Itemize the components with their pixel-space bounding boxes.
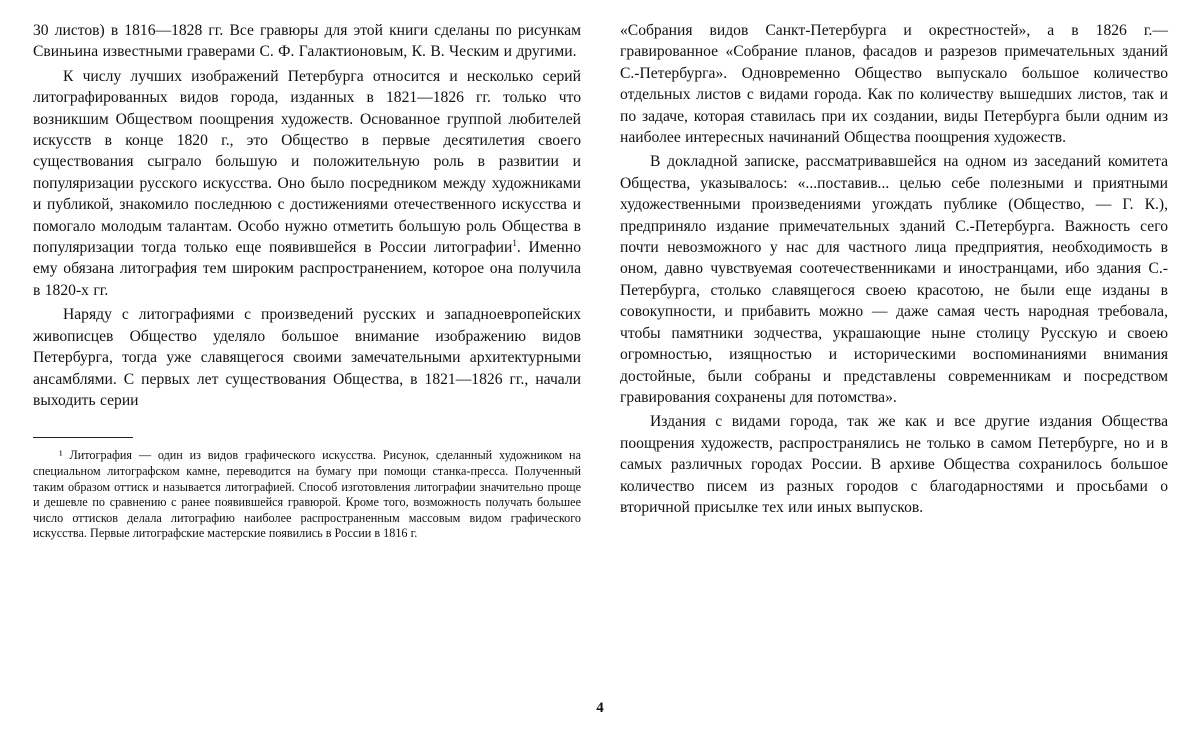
right-column [620, 20, 1168, 518]
paragraph: «Собрания видов Санкт-Петербурга и окрестностей», а в 1826 г.— гравированное «Собрание планов, фасадов и разрезов примечательных зданий С.-Петербурга». Одновременно Общество выпускало большое количество отдельных листов с видами города. Как по количеству вышедших листов, так и по задаче, которая ставилась при их создании, виды Петербурга были одним из наиболее интересных начинаний Общества поощрения художеств. [620, 22, 1168, 147]
paragraph: 30 листов) в 1816—1828 гг. Все гравюры для этой книги сделаны по рисункам Свиньина известными граверами С. Ф. Галактионовым, К. В. Ческим и другими. [33, 22, 581, 61]
paragraph: Наряду с литографиями с произведений русских и западноевропейских живописцев Общество уделяло большое внимание изображению видов Петербурга, тогда уже славящегося своими замечательными архитектурными ансамблями. С первых лет существования Общества, в 1821—1826 гг., начали выходить серии [33, 306, 581, 409]
left-column [33, 20, 581, 542]
paragraph-text: К числу лучших изображений Петербурга относится и несколько серий литографированных видов города, изданных в 1821—1826 гг. только что возникшим Обществом поощрения художеств. Основанное группой любителей искусств в конце 1820 г., это Общество в первые десятилетия своего существования сыграло большую и положительную роль в развитии и популяризации русского искусства. Оно было посредником между художниками и публикой, знакомило последнюю с достижениями отечественного искусства и помогало молодым талантам. Особо нужно отметить большую роль Общества в популяризации тогда только еще появившейся в России литографии [33, 67, 581, 257]
paragraph: Издания с видами города, так же как и все другие издания Общества поощрения художеств, распространялись не только в самом Петербурге, но и в самых различных городах России. В архиве Общества сохранилось большое количество писем из разных городов с благодарностями и просьбами о вторичной присылке тех или иных выпусков. [620, 413, 1168, 516]
footnote-divider [33, 437, 133, 438]
footnote: ¹ Литография — один из видов графического искусства. Рисунок, сделанный художником на специальном литографском камне, переводится на бумагу при помощи станка-пресса. Полученный таким образом оттиск и называется литографией. Способ изготовления литографии значительно проще и дешевле по сравнению с ранее появившейся гравюрой. Кроме того, возможность получать большее число оттисков делала литографию наиболее распространенным массовым видом графического искусства. Первые литографские мастерские появились в России в 1816 г. [33, 448, 581, 541]
page-number: 4 [596, 700, 604, 716]
paragraph-text: . Именно ему обязана литография тем широким распространением, которое она получила в 1820-х гг. [33, 239, 581, 299]
footnote-ref: 1 [512, 237, 517, 248]
paragraph [33, 66, 581, 301]
paragraph: В докладной записке, рассматривавшейся на одном из заседаний комитета Общества, указывалось: «...поставив... целью себе полезными и приятными художественными произведениями угождать публике (Общество, — Г. К.), предприняло издание примечательных зданий С.-Петербурга. Важность сего почти невозможного у нас для частного лица предприятия, необходимость в оном, давно чувствуемая соотечественниками и иностранцами, ибо здания С.-Петербурга, столько славящегося своею красотою, не были еще изданы в совокупности, и прибавить можно — даже самая честь народная требовала, чтобы памятники зодчества, украшающие ныне столицу Русскую и своею огромностью, изящностью и историческими воспоминаниями внимания достойные, были собраны и представлены современникам и посредством гравирования сохранены для потомства». [620, 153, 1168, 406]
